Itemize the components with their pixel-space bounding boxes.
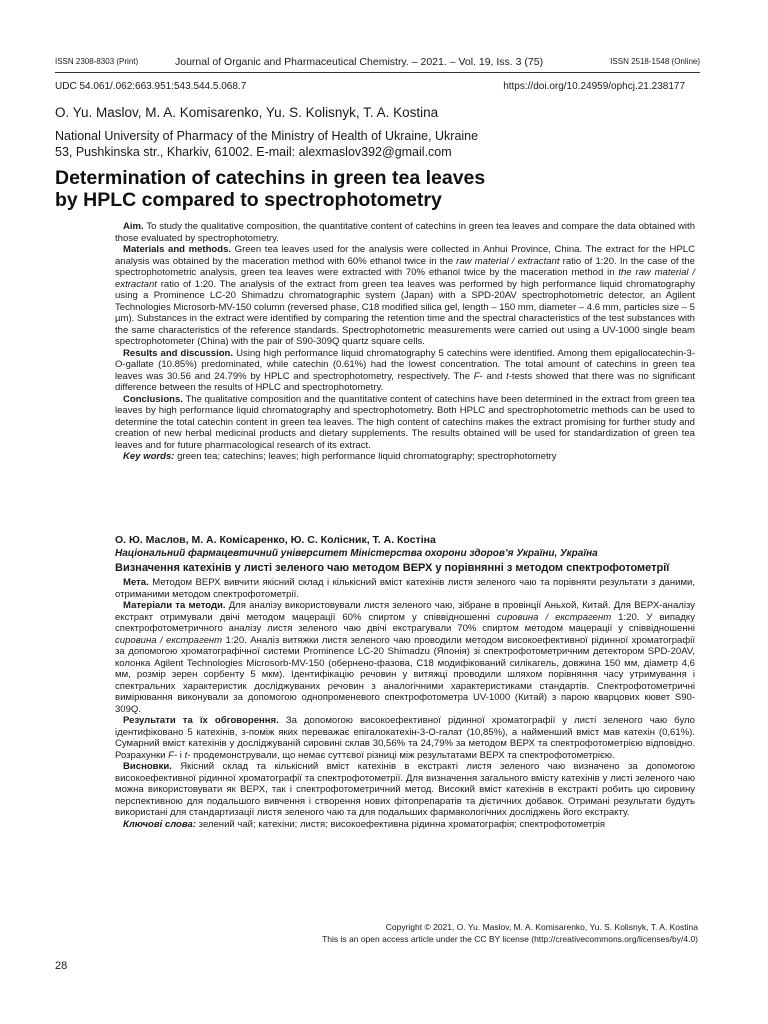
issn-print: ISSN 2308-8303 (Print): [55, 57, 139, 66]
ua-conclusions-text: Якісний склад та кількісний вміст катехінів в екстракті листя зеленого чаю визначено за допомогою високоефективної рідинної хроматографії та спектрофотометрії. Для визначення загального вмісту катехінів у листі зеленого чаю можна використовувати як ВЕРХ, так і спектрофотометричний метод. Високий вміст катехінів в екстракті робить цю сировину перспективною для подальшого вивчення і створення нових фітопрепаратів та дієтичних добавок. Отримані результати будуть використані для стандартизації листя зеленого чаю та для подальших фармакологічних досліджень його екстракту.: [115, 761, 695, 818]
affiliation-line-1: National University of Pharmacy of the Ministry of Health of Ukraine, Ukraine: [55, 129, 479, 143]
english-abstract: [115, 221, 695, 463]
ua-results-text: За допомогою високоефективної рідинної хроматографії у листі зеленого чаю було ідентифіковано 5 катехінів, з-поміж яких переважає епігалокатехін-3-O-галат (10,85%), а найменший вміст мав катехін (0,61%). Сумарний вміст катехінів у досліджуваній сировині склав 30,56% та 24,79% за методом ВЕРХ та спектрофотометрією відповідно. Розрахунки: [115, 715, 695, 761]
results-text: and: [482, 370, 507, 382]
methods-ratio-italic: the raw material / extractant: [115, 267, 695, 290]
ua-methods-text: 1:20. У випадку спектрофотометричного аналізу листя зеленого чаю двічі екстрагували 70% спиртом методом мацерації у співвідношенні: [115, 611, 695, 634]
abstract-keywords: [115, 451, 695, 463]
keywords-text: green tea; catechins; leaves; high performance liquid chromatography; spectrophotometry: [174, 451, 557, 462]
affiliation: [55, 128, 478, 160]
license-line: This is an open access article under the CC BY license (http://creativecommons.org/licenses/by/4.0): [322, 934, 698, 944]
ua-ratio-italic: сировина / екстрагент: [496, 611, 612, 623]
copyright-line: Copyright © 2021, O. Yu. Maslov, M. A. Komisarenko, Yu. S. Kolisnyk, T. A. Kostina: [385, 922, 698, 932]
page-number: 28: [55, 960, 68, 972]
methods-ratio-italic: raw material / extractant: [456, 255, 560, 267]
ua-aim-label: Мета.: [123, 577, 149, 588]
journal-citation: Journal of Organic and Pharmaceutical Chemistry. – 2021. – Vol. 19, Iss. 3 (75): [175, 56, 544, 68]
ua-results: [115, 715, 695, 761]
ua-keywords-text: зелений чай; катехіни; листя; високоефективна рідинна хроматографія; спектрофотометрія: [196, 818, 606, 830]
ua-affiliation: Національний фармацевтичний університет Міністерства охорони здоров’я України, Україна: [115, 548, 598, 559]
f-test-italic: F-: [473, 370, 483, 382]
abstract-aim: [115, 221, 695, 244]
affiliation-line-2: 53, Pushkinska str., Kharkiv, 61002. E-mail: alexmaslov392@gmail.com: [55, 145, 452, 159]
ua-conclusions-label: Висновки.: [123, 761, 172, 772]
ua-methods-label: Матеріали та методи.: [123, 600, 226, 611]
ua-aim-text: Методом ВЕРХ вивчити якісний склад і кількісний вміст катехінів листя зеленого чаю та порівняти результати з даними, отриманими методом спектрофотометрії.: [115, 577, 695, 600]
results-text: -tests showed that there was no significant difference between the results of HPLC and spectrophotometry.: [115, 370, 695, 393]
abstract-conclusions: [115, 394, 695, 452]
ua-keywords-label: Ключові слова:: [123, 818, 197, 830]
abstract-results: [115, 348, 695, 394]
title-line-1: Determination of catechins in green tea leaves: [55, 167, 486, 189]
article-title: [55, 167, 675, 211]
doi-link[interactable]: https://doi.org/10.24959/ophcj.21.238177: [503, 81, 685, 92]
conclusions-label: Conclusions.: [123, 393, 183, 405]
ua-results-text: і: [177, 749, 185, 761]
ua-t-test-italic: t-: [184, 749, 191, 761]
methods-text: ratio of 1:20. The analysis of the extract from green tea leaves was performed by high performance liquid chromatography using a Prominence LC-20 Shimadzu chromatographic system (Japan) with a SPD-20AV spectrophotometric detector, an Agilent Technologies Microsorb-MV-150 column (reversed phase, C18 modified silica gel, length – 150 mm, diameter – 4.6 mm, particles size – 5 µm). Substances in the extract were identified by comparing the retention time and the spectral characteristics of the test substances with the same characteristics of the reference standards. Spectrophotometric measurements were carried out using a UV-1000 single beam spectrophotometer (China) with the pair of S90-309Q quartz square cells.: [115, 278, 695, 347]
title-line-2: by HPLC compared to spectrophotometry: [55, 189, 442, 211]
ua-author-list: О. Ю. Маслов, М. А. Комісаренко, Ю. С. Колісник, Т. А. Костіна: [115, 534, 436, 546]
issn-online: ISSN 2518-1548 (Online): [610, 57, 700, 66]
ua-methods-text: Для аналізу використовували листя зеленого чаю, зібране в провінції Аньхой, Китай. Для ВЕРХ-аналізу екстракт отримували двічі методом мацерації 60% спиртом у співвідношенні: [115, 600, 695, 623]
ua-conclusions: [115, 761, 695, 819]
keywords-label: Key words:: [123, 451, 175, 462]
author-list: O. Yu. Maslov, M. A. Komisarenko, Yu. S. Kolisnyk, T. A. Kostina: [55, 105, 439, 120]
ua-f-test-italic: F-: [168, 749, 178, 761]
ua-ratio-italic: сировина / екстрагент: [115, 634, 223, 646]
results-text: Using high performance liquid chromatography 5 catechins were identified. Among them epigallocatechin-3-O-gallate (10.85%) predominated, while catechin (0.61%) had the lowest concentration. The total amount of catechins in green tea leaves was 30.56 and 24.79% by HPLC and spectrophotometry, respectively. The: [115, 347, 695, 382]
running-header: [55, 55, 700, 69]
udc-code: UDC 54.061/.062:663.951:543.544.5.068.7: [55, 81, 247, 92]
ua-results-label: Результати та їх обговорення.: [123, 715, 279, 726]
aim-text: To study the qualitative composition, the quantitative content of catechins in green tea leaves and compare the data obtained with those evaluated by spectrophotometry.: [115, 221, 695, 244]
methods-label: Materials and methods.: [123, 244, 232, 255]
ukrainian-abstract: [115, 534, 695, 830]
ua-methods: [115, 600, 695, 715]
conclusions-text: The qualitative composition and the quantitative content of catechins have been determined in the extract from green tea leaves by high performance liquid chromatography and spectrophotometry. Both HPLC and spectrophotometric methods can be used to determine the total catechin content in green tea leaves. The high content of catechins makes the extract promising for further study and creation of new herbal medicinal products and dietary supplements. The results obtained will be used for standardization of green tea leaves and for future pharmacological research of its extract.: [115, 393, 695, 451]
ua-keywords: [115, 819, 695, 831]
methods-text: ratio of 1:20. In the case of the spectrophotometric analysis, green tea leaves were extracted with 70% ethanol twice by the maceration method in: [115, 255, 695, 278]
header-divider: [55, 72, 700, 73]
t-test-italic: t: [506, 370, 509, 382]
ua-title: Визначення катехінів у листі зеленого чаю методом ВЕРХ у порівнянні з методом спектрофотометрії: [115, 562, 670, 574]
abstract-methods: [115, 244, 695, 348]
copyright-footer: [322, 921, 698, 945]
ua-aim: [115, 577, 695, 600]
methods-text: Green tea leaves used for the analysis were collected in Anhui Province, China. The extract for the HPLC analysis was obtained by the maceration method with 60% ethanol twice in the: [115, 244, 695, 267]
ua-methods-text: 1:20. Аналіз витяжки листя зеленого чаю проводили методом високоефективної рідинної хроматографії за допомогою хроматографічної системи Prominence LC-20 Shimadzu (Японія) зі спектрофотометричним детектором SPD-20AV, колонка Agilent Technologies Microsorb-MV-150 (обернено-фазова, C18 модифікований силікагель, довжина 150 мм, діаметр 4,6 мм, розмір зерен сорбенту 5 мкм). Ідентифікацію речовин у витяжці проводили шляхом порівняння часу утримування і спектральних характеристик досліджуваних речовин з аналогічними характеристиками стандартів. Спектрофотометричні вимірювання виконували за допомогою однопроменевого спектрофотометра UV-1000 (Китай) з парою кварцових кювет S90-309Q.: [115, 634, 695, 715]
results-label: Results and discussion.: [123, 347, 234, 359]
udc-doi-line: [55, 80, 685, 94]
ua-results-text: продемонстрували, що немає суттєвої різниці між результатами ВЕРХ та спектрофотометрією.: [190, 749, 615, 761]
aim-label: Aim.: [123, 221, 144, 232]
